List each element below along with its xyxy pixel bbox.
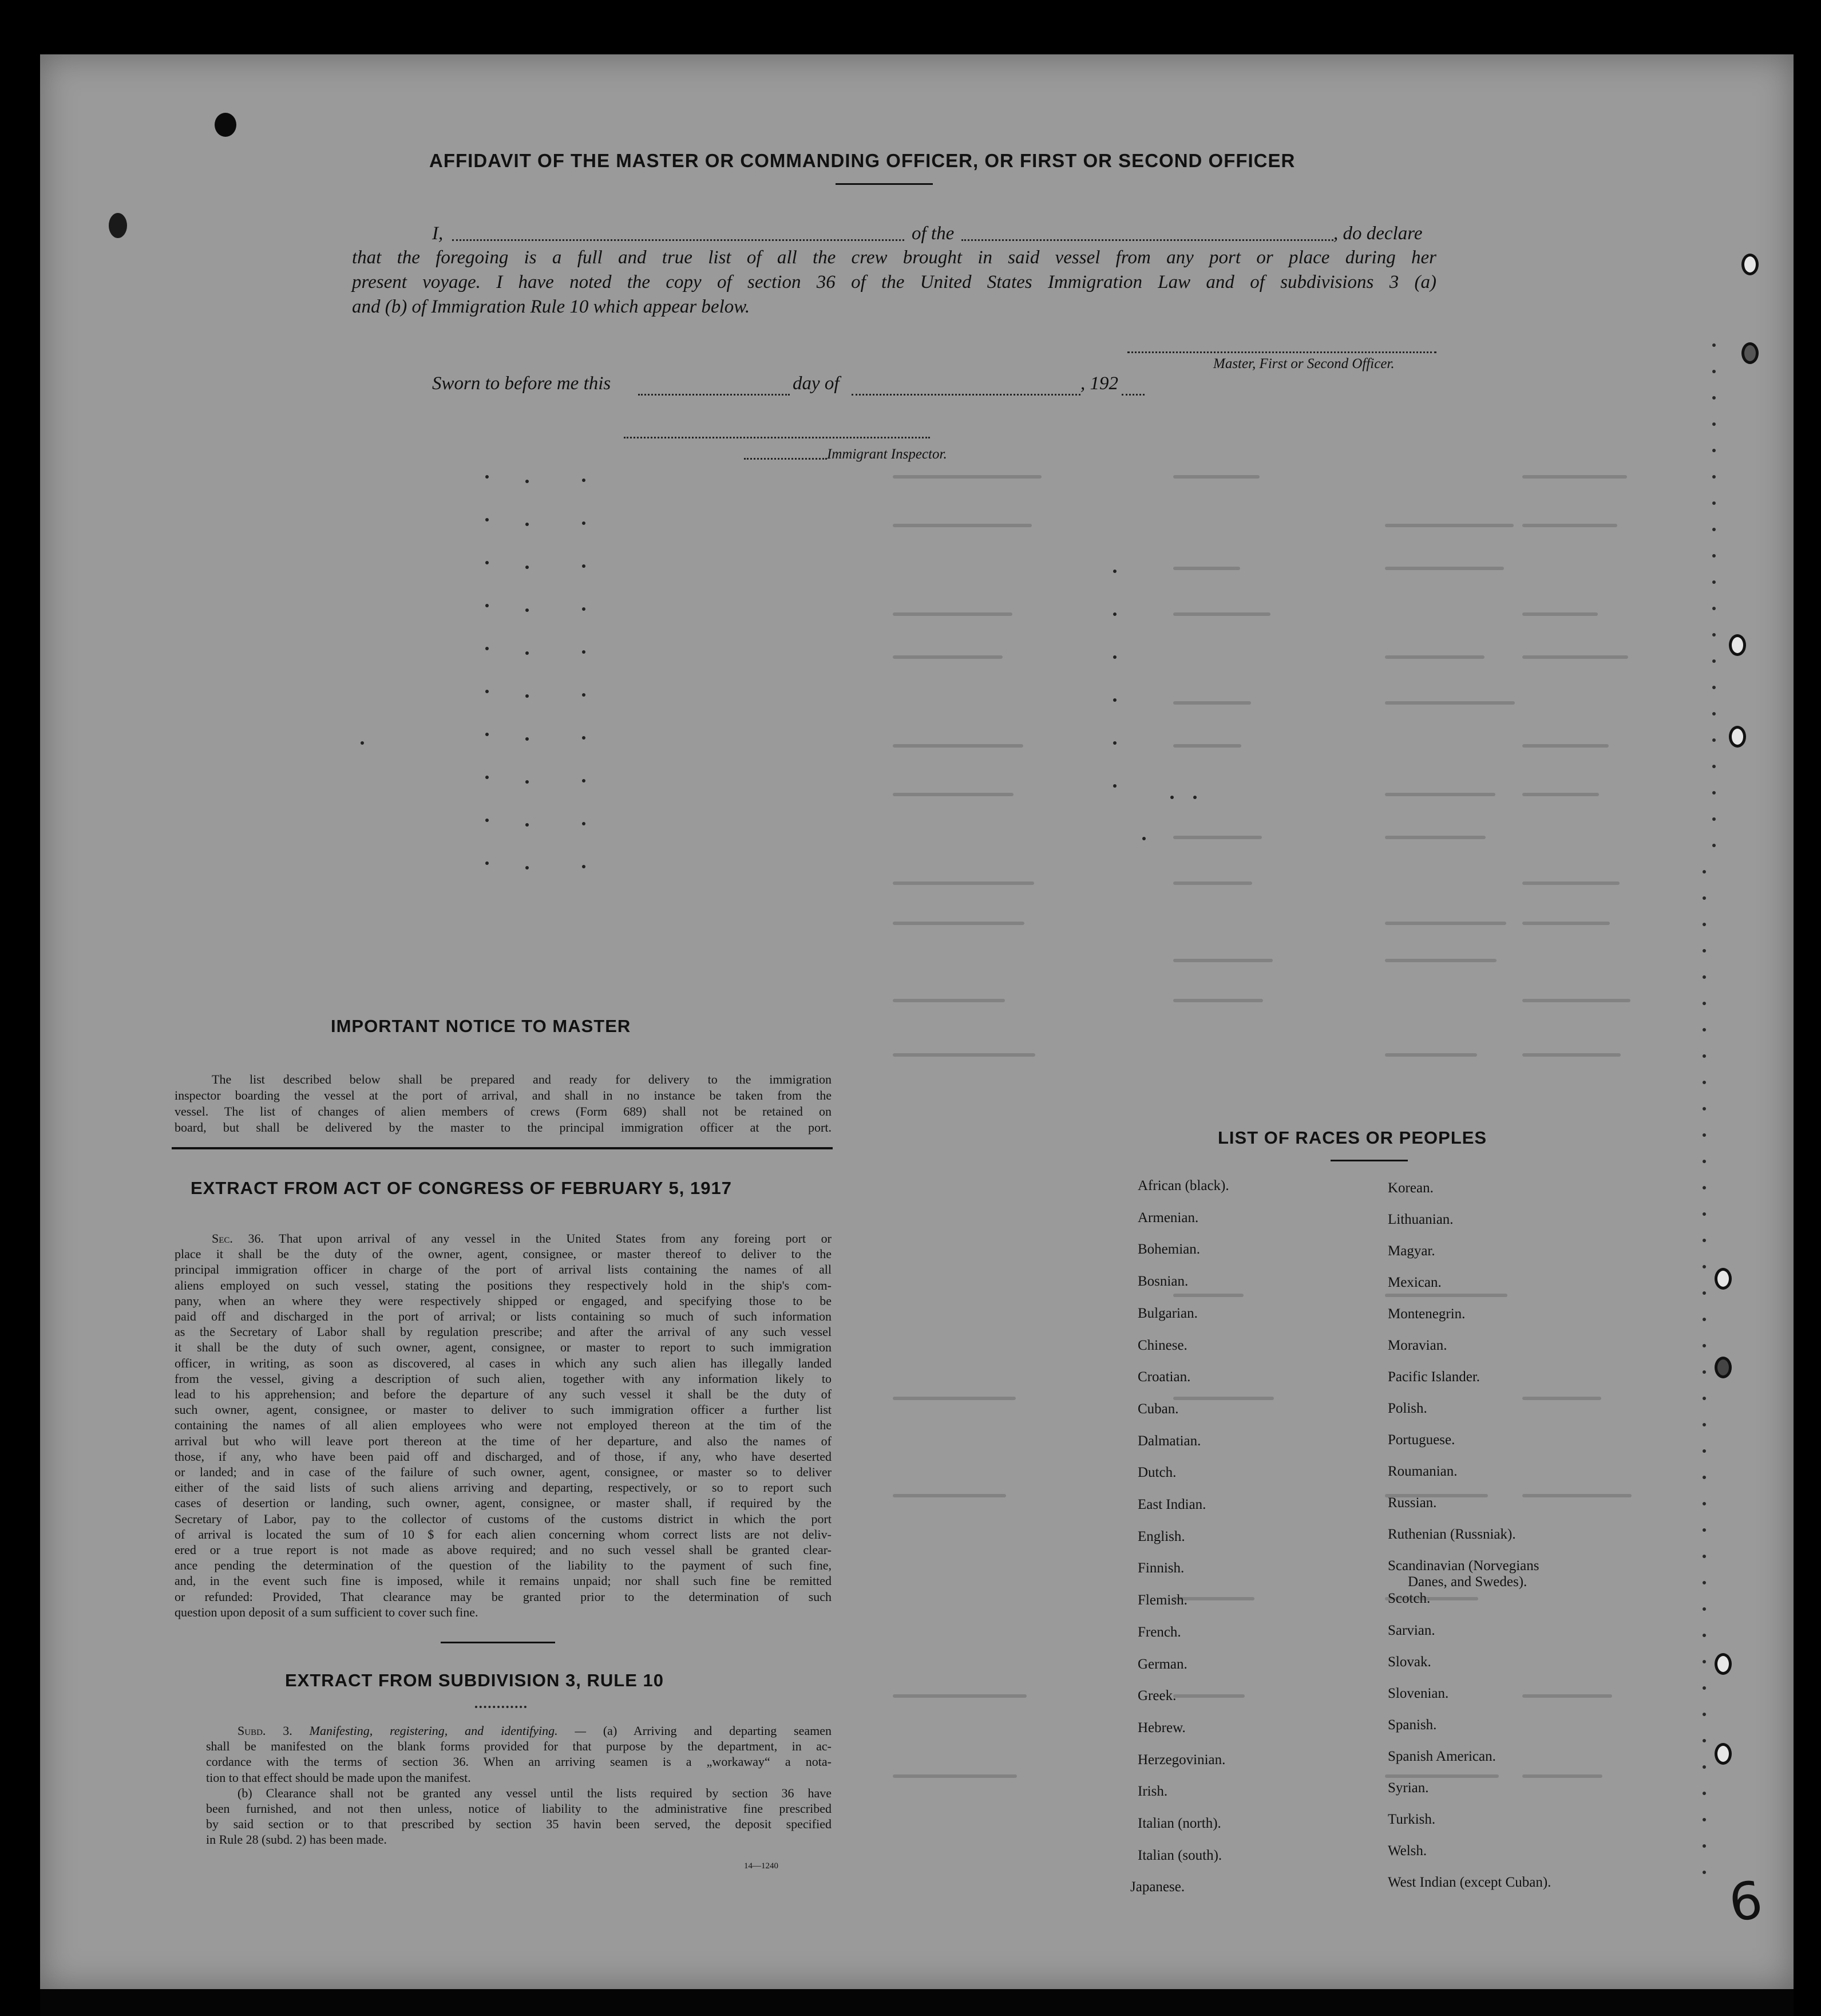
dot-leader	[525, 608, 529, 612]
vessel-blank	[961, 239, 1333, 241]
bleed-through-smudge	[1173, 881, 1252, 885]
perforation-dot	[1712, 817, 1716, 821]
subd-heading: Manifesting, registering, and identifying. —	[309, 1724, 586, 1738]
race-item: Portuguese.	[1388, 1432, 1455, 1448]
dot-leader	[485, 647, 489, 650]
act-rule	[441, 1642, 555, 1643]
perforation-dot	[1703, 1133, 1706, 1137]
dot-leader	[525, 480, 529, 483]
bleed-through-smudge	[1385, 1774, 1499, 1778]
bleed-through-smudge	[1385, 567, 1504, 570]
race-item: Slovenian.	[1388, 1686, 1449, 1701]
race-item: Polish.	[1388, 1401, 1427, 1416]
race-item: Dutch.	[1138, 1465, 1177, 1481]
dot-leader	[1193, 796, 1197, 799]
dot-leader	[485, 518, 489, 521]
bleed-through-smudge	[1173, 1294, 1244, 1297]
perforation-dot	[1712, 633, 1716, 637]
perforation-dot	[1703, 1660, 1706, 1663]
dot-leader	[582, 693, 585, 697]
race-item: Korean.	[1388, 1180, 1434, 1196]
affidavit-line-2: that the foregoing is a full and true list of all the crew brought in said vessel from any port or place during her	[352, 247, 1436, 268]
dot-leader	[1113, 570, 1117, 573]
ink-blot	[215, 113, 236, 137]
year-text: , 192	[1080, 373, 1118, 394]
race-item: Bohemian.	[1138, 1242, 1201, 1258]
race-item: German.	[1138, 1656, 1187, 1672]
rule-dots	[475, 1706, 526, 1708]
affidavit-line-3: present voyage. I have noted the copy of section 36 of the United States Immigration Law and of subdivisions 3 (a)	[352, 272, 1436, 292]
rule-line: tion to that effect should be made upon the manifest.	[206, 1770, 471, 1785]
race-item: Cuban.	[1138, 1401, 1179, 1417]
bleed-through-smudge	[893, 744, 1023, 748]
perforation-dot	[1703, 1818, 1706, 1821]
bleed-through-smudge	[1522, 922, 1610, 925]
race-item: Italian (north).	[1138, 1816, 1221, 1831]
races-title: LIST OF RACES OR PEOPLES	[1218, 1128, 1487, 1148]
act-title: EXTRACT FROM ACT OF CONGRESS OF FEBRUARY 5, 1917	[191, 1178, 732, 1198]
race-item: Sarvian.	[1388, 1623, 1435, 1638]
perforation-dot	[1712, 343, 1716, 347]
act-line: or landed; and in case of the failure of such owner, agent, consignee, or master so to deliver	[175, 1465, 832, 1480]
act-line: or refunded: Provided, That clearance may be granted prior to the determination of such	[175, 1589, 832, 1604]
binder-hole	[1741, 254, 1759, 275]
inspector-lead-dots	[744, 458, 827, 460]
race-item: East Indian.	[1138, 1497, 1206, 1512]
bleed-through-smudge	[893, 881, 1034, 885]
perforation-dot	[1703, 1344, 1706, 1347]
dot-leader	[525, 866, 529, 869]
act-line: ance pending the determination of the question of the liability to the payment of such fine,	[175, 1558, 832, 1573]
bleed-through-smudge	[1522, 999, 1630, 1002]
dot-leader	[1113, 784, 1117, 788]
perforation-dot	[1712, 554, 1716, 558]
race-item: Japanese.	[1130, 1879, 1185, 1895]
name-blank	[452, 239, 904, 241]
race-item: Pacific Islander.	[1388, 1369, 1480, 1385]
dot-leader	[485, 776, 489, 779]
perforation-dot	[1712, 686, 1716, 689]
bleed-through-smudge	[1173, 836, 1262, 839]
race-item: Slovak.	[1388, 1654, 1431, 1670]
bleed-through-smudge	[1522, 744, 1609, 748]
act-line: as the Secretary of Labor shall by regulation prescribe; and after the arrival of any such vessel	[175, 1325, 832, 1339]
month-blank	[852, 394, 1080, 396]
notice-line: The list described below shall be prepared and ready for delivery to the immigration	[212, 1072, 832, 1086]
act-line: those, if any, who have been paid off and discharged, and of those, if any, who have deserted	[175, 1449, 832, 1464]
binder-hole	[1741, 342, 1759, 364]
perforation-dot	[1703, 923, 1706, 926]
perforation-dot	[1703, 1502, 1706, 1505]
perforation-dot	[1703, 1792, 1706, 1795]
day-blank	[638, 394, 790, 396]
race-item: Armenian.	[1138, 1209, 1199, 1226]
act-line: aliens employed on such vessel, stating the positions they respectively hold in the ship's com-	[175, 1278, 832, 1292]
margin-mark: 6	[1725, 1869, 1767, 1934]
dot-leader	[485, 475, 489, 479]
perforation-dot	[1712, 449, 1716, 452]
bleed-through-smudge	[893, 655, 1003, 659]
act-line: containing the names of all alien employees who were not employed thereon at the tim of the	[175, 1418, 832, 1433]
perforation-dot	[1703, 1581, 1706, 1584]
binder-hole	[1715, 1743, 1732, 1765]
perforation-dot	[1703, 975, 1706, 979]
dot-leader	[525, 651, 529, 655]
bleed-through-smudge	[1173, 959, 1273, 962]
bleed-through-smudge	[1522, 612, 1598, 616]
dot-leader	[485, 604, 489, 607]
race-item: Montenegrin.	[1388, 1306, 1466, 1322]
act-line: Secretary of Labor, pay to the collector of customs of the customs district in which the port	[175, 1511, 832, 1526]
perforation-dot	[1703, 1528, 1706, 1532]
notice-title: IMPORTANT NOTICE TO MASTER	[331, 1016, 631, 1036]
scan-bottom-edge	[40, 1989, 1794, 2016]
form-number: 14—1240	[744, 1861, 778, 1871]
perforation-dot	[1703, 1713, 1706, 1716]
rule-line: (b) Clearance shall not be granted any vessel until the lists required by section 36 have	[237, 1785, 832, 1800]
act-line-text: That upon arrival of any vessel in the United States from any foreing port or	[279, 1231, 832, 1246]
affidavit-line-4: and (b) of Immigration Rule 10 which appear below.	[352, 297, 750, 317]
races-title-rule	[1331, 1160, 1408, 1161]
bleed-through-smudge	[1385, 701, 1515, 705]
dot-leader	[582, 607, 585, 611]
bleed-through-smudge	[1385, 959, 1497, 962]
dot-leader	[1113, 655, 1117, 659]
bleed-through-smudge	[1385, 922, 1506, 925]
bleed-through-smudge	[893, 1053, 1035, 1057]
day-of-text: day of	[793, 373, 840, 394]
inspector-caption: Immigrant Inspector.	[827, 446, 947, 462]
race-item: Spanish American.	[1388, 1749, 1496, 1764]
perforation-dot	[1703, 1291, 1706, 1295]
perforation-dot	[1703, 870, 1706, 873]
bleed-through-smudge	[1522, 1494, 1632, 1497]
dot-leader	[582, 564, 585, 568]
bleed-through-smudge	[1385, 793, 1495, 796]
notice-rule	[172, 1147, 833, 1149]
race-item: Mexican.	[1388, 1275, 1442, 1290]
perforation-dot	[1703, 1107, 1706, 1110]
act-body	[175, 1231, 832, 1620]
bleed-through-smudge	[893, 1397, 1016, 1400]
perforation-dot	[1712, 422, 1716, 426]
race-item: French.	[1138, 1624, 1181, 1640]
perforation-dot	[1703, 1370, 1706, 1374]
dot-leader	[485, 733, 489, 736]
dot-leader	[582, 521, 585, 525]
dot-leader	[582, 479, 585, 482]
bleed-through-smudge	[1173, 567, 1240, 570]
race-item: Magyar.	[1388, 1243, 1435, 1259]
race-item: Irish.	[1138, 1784, 1168, 1800]
affidavit-title: AFFIDAVIT OF THE MASTER OR COMMANDING OFFICER, OR FIRST OR SECOND OFFICER	[429, 150, 1296, 171]
bleed-through-smudge	[893, 793, 1014, 796]
act-line: and, in the event such fine is imposed, while it remains unpaid; nor shall such fine be remitted	[175, 1574, 832, 1588]
act-line: principal immigration officer in charge of the port of arrival lists containing the names of all	[175, 1262, 832, 1277]
act-line: either of the said lists of such aliens arriving and departing, respectively, or so to report such	[175, 1480, 832, 1495]
act-line: cases of desertion or landing, such owner, agent, consignee, or master shall, if required by the	[175, 1496, 832, 1511]
rule-line-text: (a) Arriving and departing seamen	[603, 1724, 832, 1738]
dot-leader	[525, 780, 529, 784]
perforation-dot	[1703, 949, 1706, 952]
bleed-through-smudge	[1173, 999, 1263, 1002]
perforation-dot	[1703, 1318, 1706, 1321]
rule-line: cordance with the terms of section 36. When an arriving seamen is a „workaway“ a nota-	[206, 1754, 832, 1769]
rule-line: in Rule 28 (subd. 2) has been made.	[206, 1832, 387, 1847]
perforation-dot	[1703, 1212, 1706, 1216]
act-line: lead to his apprehension; and before the departure of any such vessel it shall be the duty of	[175, 1387, 832, 1402]
rule-body	[206, 1723, 832, 1848]
perforation-dot	[1712, 738, 1716, 742]
bleed-through-smudge	[1522, 1053, 1621, 1057]
perforation-dot	[1712, 765, 1716, 768]
act-line: pany, when an where they were respectively shipped or engaged, and specifying those to be	[175, 1293, 832, 1308]
dot-leader	[485, 561, 489, 564]
binder-hole	[1715, 1268, 1732, 1290]
act-line	[175, 1231, 832, 1246]
perforation-dot	[1703, 1634, 1706, 1637]
subd-label: Subd. 3.	[237, 1724, 292, 1738]
bleed-through-smudge	[1173, 475, 1260, 479]
race-item: Danes, and Swedes).	[1408, 1574, 1527, 1590]
bleed-through-smudge	[1173, 612, 1270, 616]
perforation-dot	[1703, 1607, 1706, 1611]
perforation-dot	[1712, 844, 1716, 847]
dot-leader	[582, 650, 585, 654]
dot-leader	[525, 823, 529, 827]
notice-line: inspector boarding the vessel at the port of arrival, and shall in no instance be taken from the	[175, 1088, 832, 1102]
perforation-dot	[1703, 1081, 1706, 1084]
bleed-through-smudge	[893, 1774, 1017, 1778]
bleed-through-smudge	[1173, 744, 1241, 748]
act-line: place it shall be the duty of the owner, agent, consignee, or master thereof to deliver to the	[175, 1247, 832, 1262]
act-line: ered or a true report is not made as above required; and no such vessel shall be granted clear-	[175, 1543, 832, 1558]
sworn-text: Sworn to before me this	[432, 373, 611, 394]
race-item: African (black).	[1138, 1178, 1229, 1193]
bleed-through-smudge	[1522, 1397, 1601, 1400]
perforation-dot	[1712, 659, 1716, 663]
binder-hole	[1715, 1653, 1732, 1675]
rule-line: by said section or to that prescribed by section 35 havin been served, the deposit specified	[206, 1817, 832, 1832]
bleed-through-smudge	[893, 475, 1042, 479]
perforation-dot	[1712, 791, 1716, 794]
dot-leader	[1113, 612, 1117, 616]
race-item: Syrian.	[1388, 1780, 1429, 1796]
race-item: Moravian.	[1388, 1338, 1447, 1353]
act-line: of arrival is located the sum of 10 $ for each alien concerning whom correct lists are not deliv-	[175, 1527, 832, 1541]
perforation-dot	[1703, 1686, 1706, 1690]
dot-leader	[1113, 698, 1117, 702]
dot-leader	[525, 523, 529, 526]
perforation-dot	[1703, 1265, 1706, 1268]
perforation-dot	[1703, 1028, 1706, 1031]
race-item: Dalmatian.	[1138, 1433, 1201, 1449]
race-item: Turkish.	[1388, 1812, 1436, 1827]
dot-leader	[582, 822, 585, 825]
perforation-dot	[1703, 896, 1706, 900]
notice-line: vessel. The list of changes of alien members of crews (Form 689) shall not be retained on	[175, 1104, 832, 1118]
bleed-through-smudge	[893, 612, 1012, 616]
race-item: Flemish.	[1138, 1592, 1187, 1608]
dot-leader	[525, 737, 529, 741]
dot-leader	[485, 861, 489, 865]
perforation-dot	[1703, 1239, 1706, 1242]
rule-line	[206, 1723, 832, 1738]
bleed-through-smudge	[1173, 1694, 1245, 1698]
act-line: question upon deposit of a sum sufficient to cover such fine.	[175, 1604, 478, 1619]
officer-signature-line	[1127, 351, 1436, 353]
perforation-dot	[1703, 1423, 1706, 1426]
document-sheet	[40, 54, 1794, 1989]
dot-leader	[582, 736, 585, 740]
bleed-through-smudge	[1522, 524, 1617, 527]
perforation-dot	[1712, 475, 1716, 479]
perforation-dot	[1703, 1186, 1706, 1189]
race-item: Chinese.	[1138, 1337, 1187, 1353]
race-item: Spanish.	[1388, 1717, 1437, 1733]
dot-leader	[525, 566, 529, 569]
binder-hole	[1715, 1357, 1732, 1378]
officer-caption: Master, First or Second Officer.	[1213, 356, 1395, 371]
perforation-dot	[1712, 607, 1716, 610]
perforation-dot	[1712, 501, 1716, 505]
race-item: Hebrew.	[1138, 1719, 1186, 1736]
binder-hole	[1729, 726, 1746, 748]
bleed-through-smudge	[893, 1694, 1027, 1698]
affidavit-title-rule	[836, 183, 933, 185]
inspector-signature-line	[624, 437, 930, 438]
race-item: English.	[1138, 1528, 1185, 1544]
race-item: Welsh.	[1388, 1843, 1427, 1859]
race-item: Roumanian.	[1388, 1464, 1458, 1479]
rule-title: EXTRACT FROM SUBDIVISION 3, RULE 10	[285, 1670, 664, 1690]
race-item: Greek.	[1138, 1688, 1177, 1704]
perforation-dot	[1703, 1397, 1706, 1400]
perforation-dot	[1712, 580, 1716, 584]
bleed-through-smudge	[1522, 1774, 1602, 1778]
perforation-dot	[1703, 1054, 1706, 1058]
perforation-dot	[1703, 1449, 1706, 1453]
bleed-through-smudge	[1522, 1694, 1612, 1698]
perforation-dot	[1703, 1871, 1706, 1874]
binder-hole	[1729, 634, 1746, 656]
bleed-through-smudge	[1385, 1053, 1477, 1057]
sec-label: Sec. 36.	[212, 1231, 264, 1246]
dot-leader	[582, 779, 585, 782]
race-item: Scotch.	[1388, 1591, 1431, 1606]
notice-body	[175, 1072, 832, 1136]
race-item: Italian (south).	[1138, 1847, 1222, 1863]
perforation-dot	[1703, 1739, 1706, 1742]
ink-blot	[109, 213, 127, 238]
act-line: it shall be the duty of such owner, agent, consignee, or master to report to such immigration	[175, 1340, 832, 1355]
bleed-through-smudge	[1173, 701, 1251, 705]
rule-line: been furnished, and not then unless, notice of liability to the administrative fine prescribed	[206, 1801, 832, 1816]
race-item: Lithuanian.	[1388, 1212, 1454, 1227]
affidavit-i: I,	[432, 223, 444, 244]
perforation-dot	[1703, 1844, 1706, 1848]
race-item: Scandinavian (Norvegians	[1388, 1558, 1539, 1574]
bleed-through-smudge	[893, 999, 1005, 1002]
race-item: Croatian.	[1138, 1369, 1191, 1385]
act-line: arrival but who will leave port thereon at the time of her departure, and also the names of	[175, 1433, 832, 1448]
bleed-through-smudge	[1522, 793, 1599, 796]
race-item: Herzegovinian.	[1138, 1752, 1226, 1768]
dot-leader	[1170, 796, 1174, 799]
dot-leader	[1113, 741, 1117, 745]
perforation-dot	[1703, 1555, 1706, 1558]
dot-leader	[485, 690, 489, 693]
act-line: officer, in writing, as soon as discovered, al cases in which any such alien has illegally landed	[175, 1355, 832, 1370]
race-item: Finnish.	[1138, 1560, 1185, 1576]
perforation-dot	[1703, 1765, 1706, 1769]
affidavit-declare: , do declare	[1333, 223, 1423, 244]
race-item: Russian.	[1388, 1495, 1437, 1511]
dot-leader	[525, 694, 529, 698]
race-item: Ruthenian (Russniak).	[1388, 1527, 1516, 1542]
bleed-through-smudge	[893, 1494, 1006, 1497]
bleed-through-smudge	[893, 524, 1032, 527]
notice-line: board, but shall be delivered by the master to the principal immigration officer at the port.	[175, 1120, 832, 1135]
dot-leader	[1142, 837, 1146, 840]
bleed-through-smudge	[1522, 475, 1627, 479]
dot-leader	[582, 865, 585, 868]
race-item: Bosnian.	[1138, 1274, 1189, 1290]
bleed-through-smudge	[1385, 655, 1484, 659]
perforation-dot	[1703, 1160, 1706, 1163]
bleed-through-smudge	[1173, 1397, 1274, 1400]
act-line: paid off and discharged in the port of arrival; or lists containing so much of such information	[175, 1309, 832, 1324]
affidavit-of-the: of the	[912, 223, 955, 244]
act-line: such owner, agent, consignee, or master to deliver to such immigration officer a further list	[175, 1402, 832, 1417]
dot-leader	[361, 741, 364, 745]
bleed-through-smudge	[1522, 655, 1628, 659]
rule-line: shall be manifested on the blank forms provided for that purpose by the department, in ac-	[206, 1739, 832, 1754]
bleed-through-smudge	[1385, 836, 1486, 839]
bleed-through-smudge	[1522, 881, 1620, 885]
dot-leader	[485, 819, 489, 822]
perforation-dot	[1712, 712, 1716, 716]
race-item: West Indian (except Cuban).	[1388, 1875, 1551, 1890]
perforation-dot	[1703, 1476, 1706, 1479]
perforation-dot	[1703, 1002, 1706, 1005]
bleed-through-smudge	[1385, 524, 1514, 527]
act-line: from the vessel, giving a description of such alien, together with any information likely to	[175, 1371, 832, 1386]
year-blank	[1122, 394, 1145, 396]
race-item: Bulgarian.	[1138, 1305, 1198, 1321]
perforation-dot	[1712, 370, 1716, 373]
perforation-dot	[1712, 396, 1716, 400]
bleed-through-smudge	[1385, 1294, 1507, 1297]
bleed-through-smudge	[893, 922, 1024, 925]
perforation-dot	[1712, 528, 1716, 531]
